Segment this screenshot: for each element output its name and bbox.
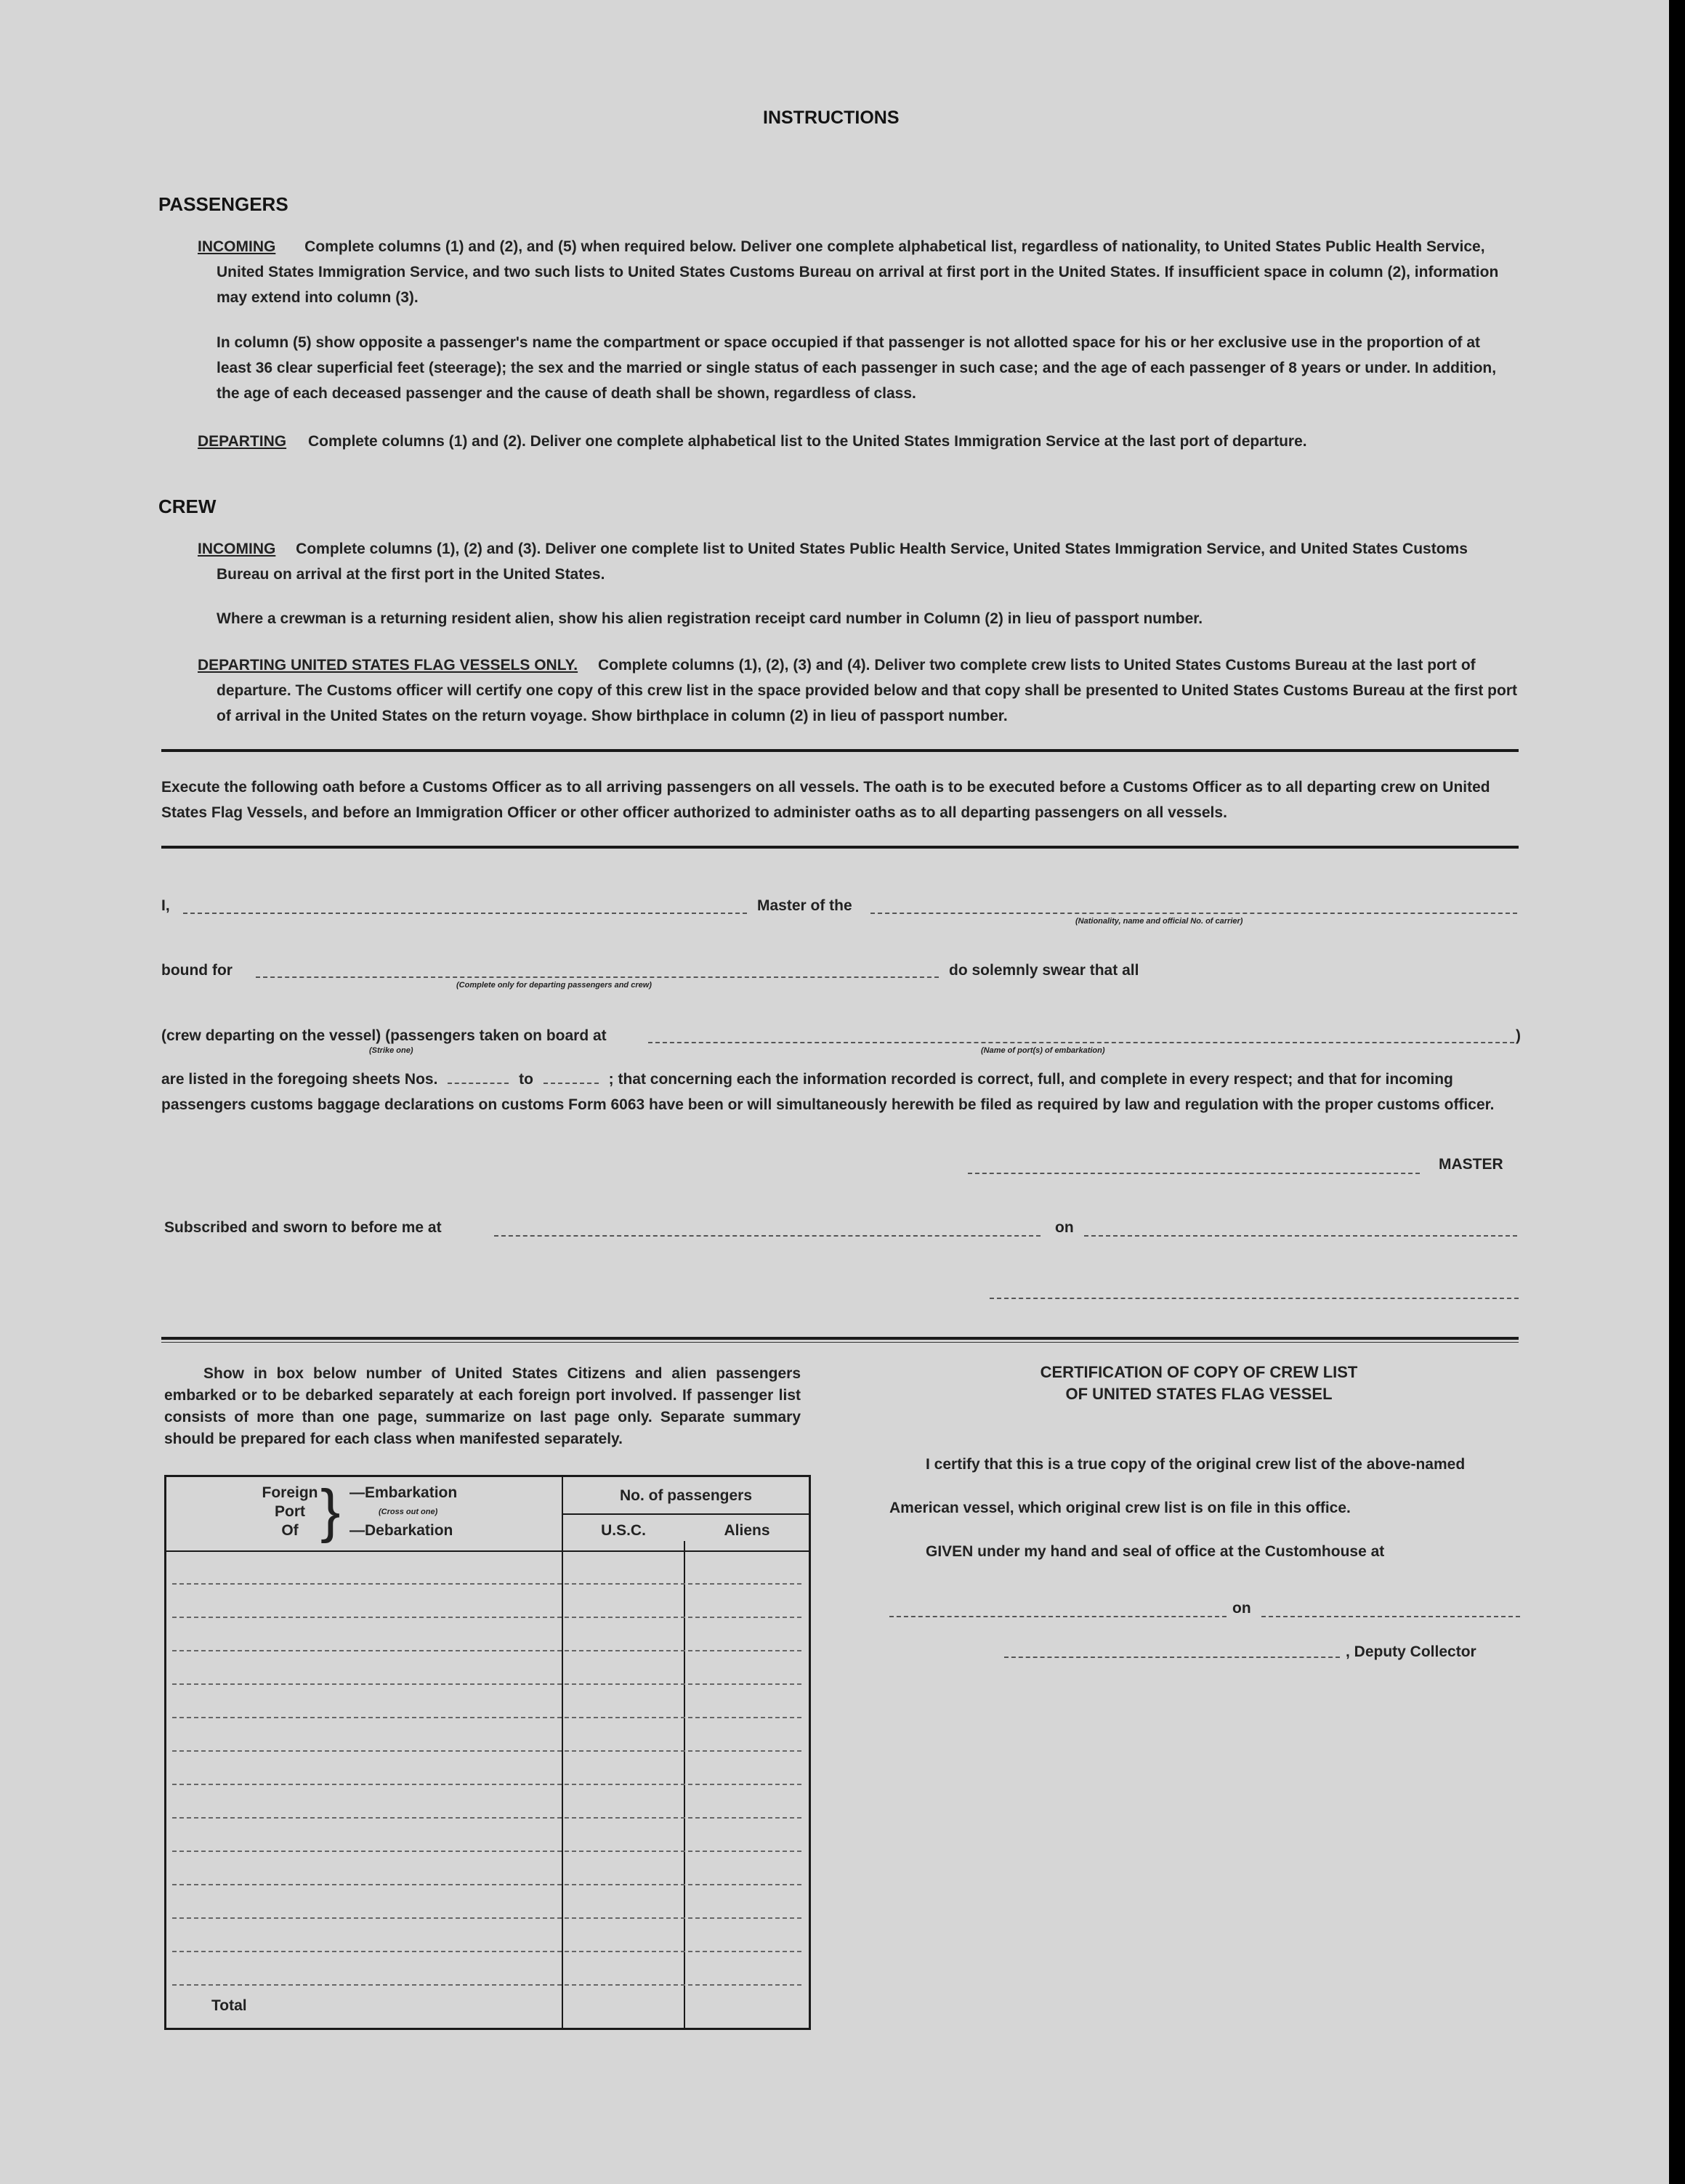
subscribed-date-line[interactable]	[1084, 1235, 1517, 1237]
subscribed-label: Subscribed and sworn to before me at	[164, 1219, 442, 1236]
summary-instructions: Show in box below number of United States Citizens and alien passengers embarked or to be debarked separately at each foreign port involved. If passenger list consists of more than one page, summarize on last page only. Separate summary should be prepared for each class when manifested separately.	[164, 1365, 801, 1447]
oath-intro-text: Execute the following oath before a Customs Officer as to all arriving passengers on all vessels. The oath is to be executed before a Customs Officer as to all departing crew on United States Flag Vessels, and before an Immigration Officer or other officer authorized to administer oaths as to all departing passengers on all vessels.	[161, 779, 1490, 821]
certification-date-line[interactable]	[1261, 1616, 1520, 1617]
passengers-incoming-label: INCOMING	[198, 238, 276, 255]
nationality-note: (Nationality, name and official No. of carrier)	[1075, 917, 1243, 926]
master-name-line[interactable]	[183, 913, 747, 914]
header-brace: }	[320, 1478, 341, 1544]
table-row[interactable]	[172, 1817, 801, 1819]
master-of-the-label: Master of the	[757, 897, 852, 914]
certification-line-3: GIVEN under my hand and seal of office at the Customhouse at	[926, 1543, 1385, 1560]
header-debarkation: —Debarkation	[349, 1522, 453, 1539]
passengers-departing-text: Complete columns (1) and (2). Deliver one complete alphabetical list to the United States Immigration Service at the last port of departure.	[307, 433, 1307, 450]
header-port: Port	[275, 1503, 305, 1520]
divider-middle	[161, 846, 1519, 849]
table-row[interactable]	[172, 1851, 801, 1852]
crew-incoming-text: Complete columns (1), (2) and (3). Deliver one complete list to United States Public Health Service, United States Immigration Service, and United States Customs Bureau on arrival at the first port in the United States.	[217, 541, 1468, 583]
subscribed-on-label: on	[1055, 1219, 1074, 1236]
subscribed-place-line[interactable]	[494, 1235, 1041, 1237]
table-row[interactable]	[172, 1884, 801, 1885]
passengers-incoming-paragraph	[198, 234, 1517, 310]
crew-incoming-label: INCOMING	[198, 541, 276, 557]
page-title: INSTRUCTIONS	[763, 108, 900, 128]
table-header-line	[166, 1550, 809, 1552]
passengers-departing-label: DEPARTING	[198, 433, 287, 450]
divider-top	[161, 749, 1519, 752]
passenger-summary-table	[164, 1475, 811, 2030]
table-row[interactable]	[172, 1750, 801, 1752]
listed-paragraph	[161, 1067, 1519, 1117]
divider-bottom	[161, 1337, 1519, 1340]
certification-line-2: American vessel, which original crew list is on file in this office.	[889, 1500, 1351, 1516]
crew-heading: CREW	[158, 496, 217, 517]
crew-departing-paragraph	[198, 652, 1517, 729]
table-row[interactable]	[172, 1951, 801, 1952]
oath-i-label: I,	[161, 897, 170, 914]
close-paren: )	[1516, 1027, 1521, 1044]
sheet-from-line[interactable]	[448, 1083, 509, 1084]
certification-heading-1: CERTIFICATION OF COPY OF CREW LIST	[1040, 1363, 1358, 1381]
table-row[interactable]	[172, 1583, 801, 1585]
swear-label: do solemnly swear that all	[949, 962, 1139, 979]
crew-departing-text: Complete columns (1), (2), (3) and (4). Deliver two complete crew lists to United States Customs Bureau at the last port of departure. The Customs officer will certify one copy of this crew list in the space provided below and that copy shall be presented to United States Customs Bureau at the first port of arrival in the United States on the return voyage. Show birthplace in column (2) in lieu of passport number.	[217, 657, 1517, 724]
header-embarkation: —Embarkation	[349, 1484, 458, 1501]
header-cross-out: (Cross out one)	[379, 1508, 438, 1516]
listed-prefix: are listed in the foregoing sheets Nos.	[161, 1071, 438, 1088]
customhouse-line[interactable]	[889, 1616, 1227, 1617]
table-vline-1	[562, 1477, 563, 2028]
certification-on-label: on	[1232, 1600, 1251, 1617]
master-signature-line[interactable]	[968, 1173, 1420, 1174]
strike-one-note: (Strike one)	[369, 1046, 413, 1055]
listed-suffix: ; that concerning each the information recorded is correct, full, and complete in every respect; and that for incoming passengers customs baggage declarations on customs Form 6063 have been or will simultaneously herewith be filed as required by law and regulation with the proper customs officer.	[161, 1071, 1495, 1113]
certification-line-1: I certify that this is a true copy of the original crew list of the above-named	[926, 1456, 1466, 1473]
ports-note: (Name of port(s) of embarkation)	[981, 1046, 1105, 1055]
deputy-collector-label: , Deputy Collector	[1346, 1643, 1476, 1660]
header-aliens: Aliens	[724, 1522, 770, 1539]
deputy-signature-line[interactable]	[1004, 1657, 1340, 1658]
passengers-incoming-text: Complete columns (1) and (2), and (5) when required below. Deliver one complete alphabetical list, regardless of nationality, to United States Public Health Service, United States Immigration Service, and two such lists to United States Customs Bureau on arrival at first port in the United States. If insufficient space in column (2), information may extend into column (3).	[217, 238, 1499, 306]
table-row[interactable]	[172, 1617, 801, 1618]
table-row[interactable]	[172, 1917, 801, 1919]
total-label: Total	[211, 1997, 247, 2014]
passengers-departing-paragraph	[198, 429, 1517, 454]
header-of: Of	[281, 1522, 299, 1539]
complete-only-note: (Complete only for departing passengers and crew)	[456, 981, 652, 990]
table-row[interactable]	[172, 1683, 801, 1685]
crew-departing-label: DEPARTING UNITED STATES FLAG VESSELS ONLY.	[198, 657, 578, 674]
sheet-to-line[interactable]	[544, 1083, 599, 1084]
header-usc: U.S.C.	[601, 1522, 646, 1539]
divider-bottom-thin	[161, 1342, 1519, 1343]
table-subheader-line	[562, 1513, 809, 1515]
table-row[interactable]	[172, 1717, 801, 1718]
crew-incoming-paragraph	[198, 536, 1517, 587]
to-label: to	[519, 1071, 533, 1088]
officer-signature-line[interactable]	[990, 1298, 1519, 1299]
crew-resident-text: Where a crewman is a returning resident alien, show his alien registration receipt card number in Column (2) in lieu of passport number.	[217, 610, 1203, 627]
certification-heading-2: OF UNITED STATES FLAG VESSEL	[1065, 1385, 1333, 1403]
master-label: MASTER	[1439, 1156, 1503, 1173]
header-no-of-passengers: No. of passengers	[619, 1487, 753, 1504]
header-foreign: Foreign	[262, 1484, 318, 1501]
bound-for-label: bound for	[161, 962, 233, 979]
table-row[interactable]	[172, 1984, 801, 1986]
table-row[interactable]	[172, 1784, 801, 1785]
bound-for-line[interactable]	[256, 976, 939, 978]
crew-departing-choice: (crew departing on the vessel) (passengers taken on board at	[161, 1027, 607, 1044]
carrier-line[interactable]	[870, 913, 1517, 914]
table-row[interactable]	[172, 1650, 801, 1651]
passengers-heading: PASSENGERS	[158, 193, 288, 215]
passengers-column5-text: In column (5) show opposite a passenger's name the compartment or space occupied if that passenger is not allotted space for his or her exclusive use in the proportion of at least 36 clear superficial feet (steerage); the sex and the married or single status of each passenger in such case; and the age of each passenger of 8 years or under. In addition, the age of each deceased passenger and the cause of death shall be shown, regardless of class.	[217, 334, 1497, 402]
embarkation-ports-line[interactable]	[648, 1042, 1514, 1043]
